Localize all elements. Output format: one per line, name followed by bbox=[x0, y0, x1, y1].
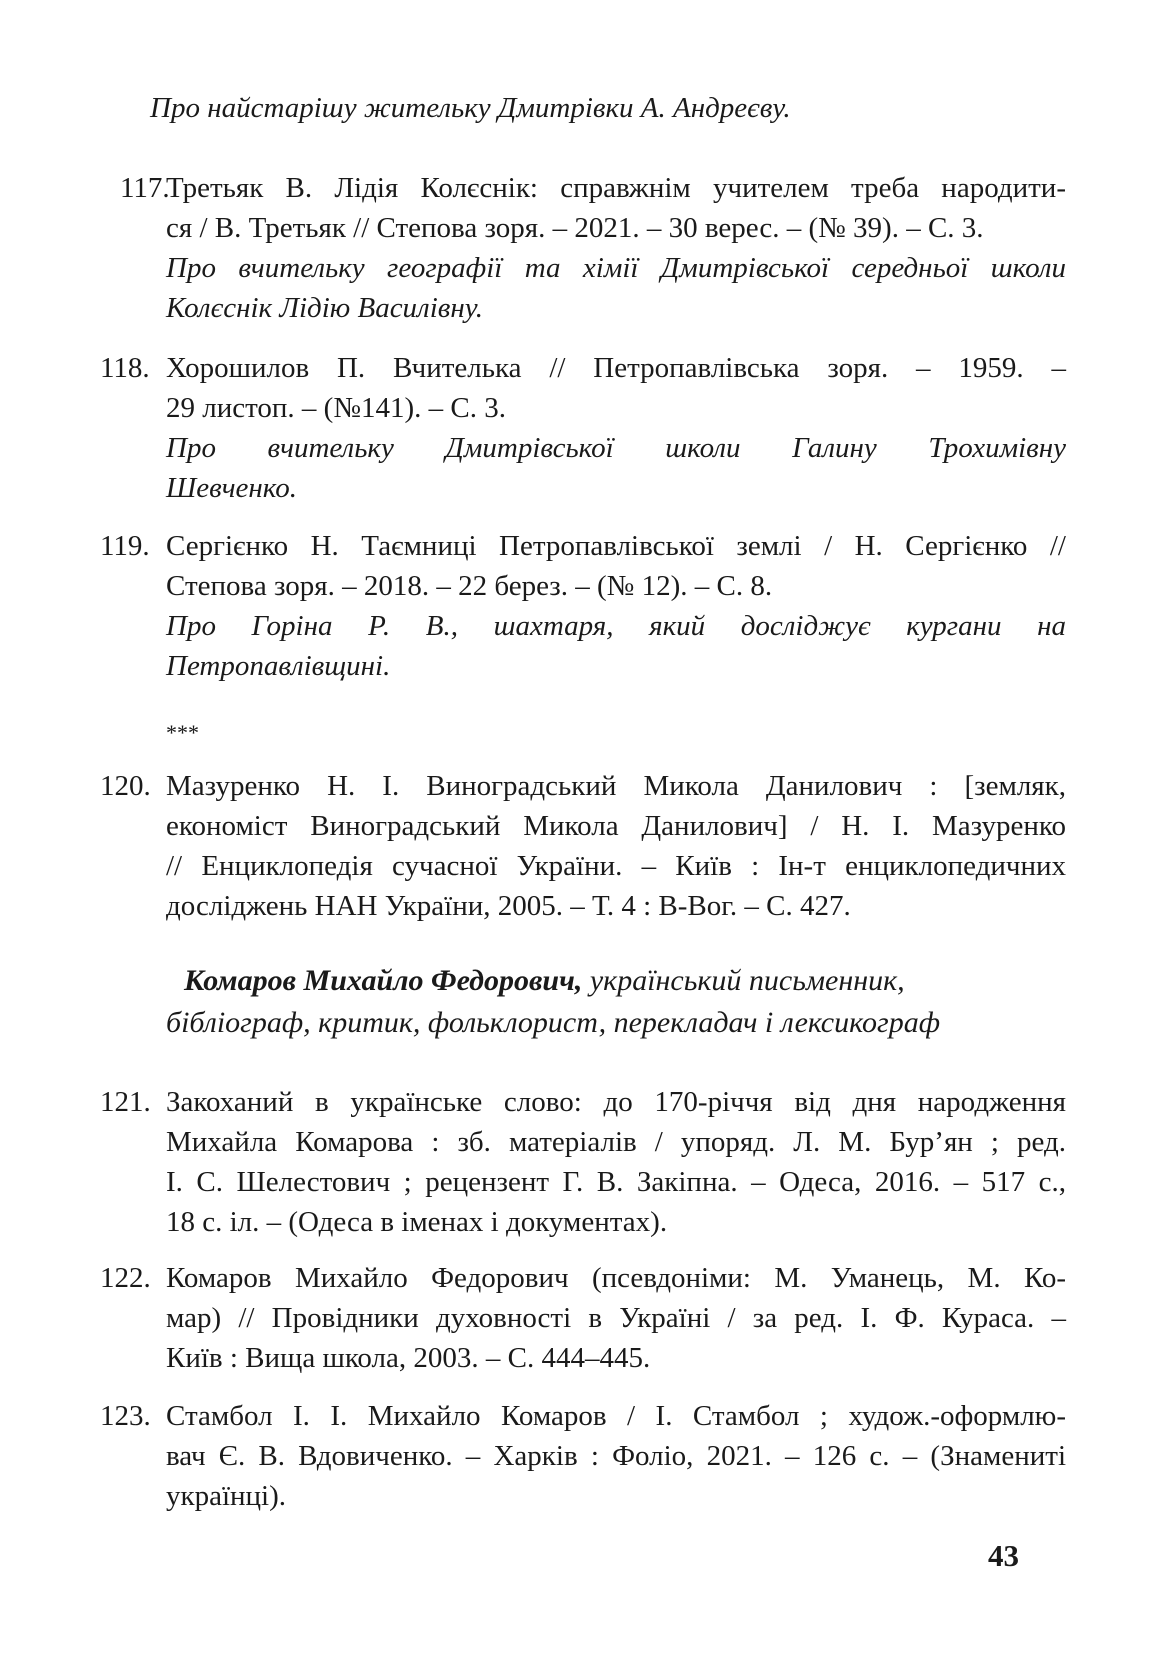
entry-line: досліджень НАН України, 2005. – Т. 4 : В-Вог. – С. 427. bbox=[166, 890, 851, 922]
entry-annotation: Про Горіна Р. В., шахтаря, який досліджує кургани на bbox=[166, 610, 1066, 642]
entry-line: // Енциклопедія сучасної України. – Київ : Ін-т енциклопедичних bbox=[166, 850, 1066, 882]
entry-line: Сергієнко Н. Таємниці Петропавлівської землі / Н. Сергієнко // bbox=[166, 530, 1066, 562]
entry-line: Мазуренко Н. І. Виноградський Микола Данилович : [земляк, bbox=[166, 770, 1066, 802]
entry-annotation: Шевченко. bbox=[166, 472, 298, 504]
entry-annotation: Петропавлівщині. bbox=[166, 650, 391, 682]
entry-number: 119. bbox=[100, 530, 150, 562]
entry-line: Степова зоря. – 2018. – 22 берез. – (№ 12). – С. 8. bbox=[166, 570, 773, 602]
entry-line: Третьяк В. Лідія Колєснік: справжнім учителем треба народити- bbox=[166, 172, 1066, 204]
person-name: Комаров Михайло Федорович, bbox=[184, 964, 583, 997]
entry-line: Михайла Комарова : зб. матеріалів / упоряд. Л. М. Бур’ян ; ред. bbox=[166, 1126, 1066, 1158]
entry-number: 122. bbox=[100, 1262, 151, 1294]
entry-line: Закоханий в українське слово: до 170-річчя від дня народження bbox=[166, 1086, 1066, 1118]
entry-line: 18 с. іл. – (Одеса в іменах і документах). bbox=[166, 1206, 668, 1238]
entry-line: вач Є. В. Вдовиченко. – Харків : Фоліо, 2021. – 126 с. – (Знамениті bbox=[166, 1440, 1066, 1472]
entry-line: Комаров Михайло Федорович (псевдоніми: М. Уманець, М. Ко- bbox=[166, 1262, 1066, 1294]
entry-line: ся / В. Третьяк // Степова зоря. – 2021. – 30 верес. – (№ 39). – С. 3. bbox=[166, 212, 984, 244]
entry-annotation: Колєснік Лідію Василівну. bbox=[166, 292, 484, 324]
person-description-continued: бібліограф, критик, фольклорист, перекладач і лексикограф bbox=[166, 1006, 940, 1039]
lead-note: Про найстарішу жительку Дмитрівки А. Андреєву. bbox=[150, 92, 791, 124]
page-number: 43 bbox=[988, 1538, 1019, 1573]
person-description: український письменник, bbox=[582, 964, 905, 997]
entry-line: Київ : Вища школа, 2003. – С. 444–445. bbox=[166, 1342, 651, 1374]
section-separator: *** bbox=[166, 720, 199, 745]
entry-number: 117. bbox=[120, 172, 170, 204]
entry-line: мар) // Провідники духовності в Україні / за ред. І. Ф. Кураса. – bbox=[166, 1302, 1066, 1334]
entry-line: 29 листоп. – (№141). – С. 3. bbox=[166, 392, 506, 424]
entry-number: 120. bbox=[100, 770, 151, 802]
entry-number: 123. bbox=[100, 1400, 151, 1432]
entry-number: 118. bbox=[100, 352, 150, 384]
entry-annotation: Про вчительку Дмитрівської школи Галину Трохимівну bbox=[166, 432, 1066, 464]
entry-line: Стамбол І. І. Михайло Комаров / І. Стамбол ; худож.-оформлю- bbox=[166, 1400, 1066, 1432]
entry-line: Хорошилов П. Вчителька // Петропавлівська зоря. – 1959. – bbox=[166, 352, 1066, 384]
entry-annotation: Про вчительку географії та хімії Дмитрівської середньої школи bbox=[166, 252, 1066, 284]
entry-number: 121. bbox=[100, 1086, 151, 1118]
entry-line: І. С. Шелестович ; рецензент Г. В. Закіпна. – Одеса, 2016. – 517 с., bbox=[166, 1166, 1066, 1198]
entry-line: українці). bbox=[166, 1480, 287, 1512]
entry-line: економіст Виноградський Микола Данилович] / Н. І. Мазуренко bbox=[166, 810, 1066, 842]
